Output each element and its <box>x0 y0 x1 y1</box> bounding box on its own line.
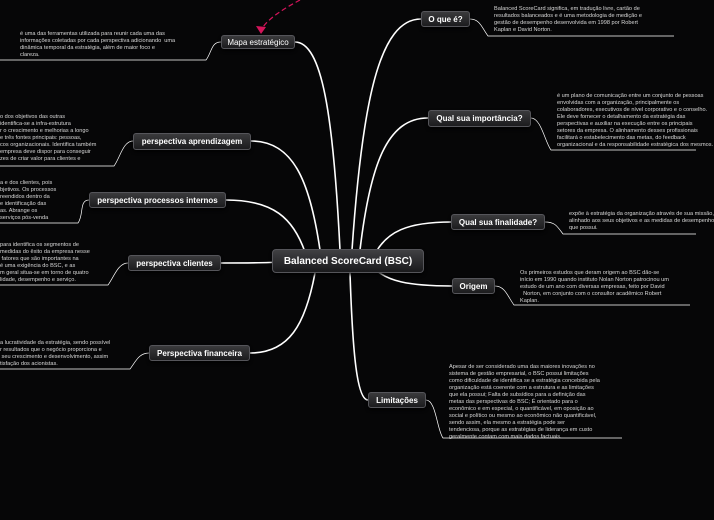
note-origem: Os primeiros estudos que deram origem ao BSC dão-se início em 1990 quando instituto Nolan Norton patrocinou um estudo de um ano com diversas empresas, feito por David Norton, em conjunto com o consultor acadêmico Robert Kaplan. <box>520 270 669 304</box>
topic-perspectiva-aprendizagem[interactable]: perspectiva aprendizagem <box>133 133 251 150</box>
branch-perspectiva-aprendizagem <box>251 141 320 250</box>
relationship-arrow[interactable] <box>261 0 300 30</box>
branch-perspectiva-financeira <box>250 273 315 353</box>
topic-o-que-e[interactable]: O que é? <box>421 11 470 27</box>
branch-finalidade <box>376 222 451 252</box>
topic-limitacoes[interactable]: Limitações <box>368 392 426 408</box>
branch-mapa-estrategico <box>295 42 340 250</box>
topic-perspectiva-financeira[interactable]: Perspectiva financeira <box>149 345 250 361</box>
note-mapa-estrategico: é uma das ferramentas utilizada para reunir cada uma das informações coletadas por cada perspectiva adicionando uma dinâmica temporal da estratégia, além de maior foco e clareza. <box>20 31 176 58</box>
branch-limitacoes <box>350 273 368 400</box>
relationship-arrowhead <box>256 26 266 34</box>
note-limitacoes: Apesar de ser considerado uma das maiores inovações no sistema de gestão empresarial, o BSC possui limitações como dificuldade de identifica se a estratégia concebida pela organização está coerente com a estrutura e as limitações que ela possui; Falta de subsídios para a definição das metas das perspectivas do BSC; É orientado para o econômico e em especial, o quantificável, em oposição ao social e político ou mesmo ao econômico não quantificável, sendo assim, ela mesmo a estratégia pode ser tendenciosa, porque as estratégias de liderança em custo geralmente contam com mais dados factuais. <box>449 364 600 440</box>
note-importancia: é um plano de comunicação entre um conjunto de pessoas envolvidas com a organização, principalmente os colaboradores, executivos de nível corporativo e o conselho. Ele deve fornecer o detalhamento da estratégia das perspectivas e auxiliar na execução entre os principais setores da empresa. O alinhamento desses profissionais facilitará o estabelecimento das metas, do feedback organizacional e da responsabilidade estratégica dos mesmos. <box>557 93 714 148</box>
note-perspectiva-aprendizagem: o dos objetivos das outras identifica-se a infra-estrutura r o crescimento e melhorias a longo e três fontes principais: pessoas, cos organizacionais. Identifica também empresa deve dispor para conseguir zes de criar valor para clientes e <box>0 114 97 162</box>
topic-importancia[interactable]: Qual sua importância? <box>428 110 531 127</box>
topic-perspectiva-processos[interactable]: perspectiva processos internos <box>89 192 226 208</box>
note-perspectiva-clientes: para identifica os segmentos de medidas do êxito da empresa nesse fatores que são importantes na é uma exigência do BSC, e as m geral situa-se em torno de quatro lidade, desempenho e serviço. <box>0 242 90 283</box>
central-topic[interactable]: Balanced ScoreCard (BSC) <box>272 249 424 273</box>
topic-perspectiva-clientes[interactable]: perspectiva clientes <box>128 255 221 271</box>
note-perspectiva-financeira: a lucratividade da estratégia, sendo possível r resultados que o negócio proporciona e seu crescimento e desenvolvimento, assim tisfação dos acionistas. <box>0 340 111 367</box>
topic-finalidade[interactable]: Qual sua finalidade? <box>451 214 545 230</box>
branch-perspectiva-processos <box>226 200 305 252</box>
note-perspectiva-processos: a e dos clientes, pois bjetivos. Os processos reendidos dentro da e identificação das as. Abrange os serviços pós-venda <box>0 180 57 221</box>
branch-importancia <box>360 118 428 250</box>
branch-o-que-e <box>352 19 421 250</box>
note-finalidade: expõe à estratégia da organização através de sua missão, alinhado aos seus objetivos e as medidas de desempenho que possui. <box>569 211 714 231</box>
note-o-que-e: Balanced ScoreCard significa, em tradução livre, cartão de resultados balanceados e é uma metodologia de medição e gestão de desempenho desenvolvida em 1998 por Robert Kaplan e David Norton. <box>494 6 643 33</box>
topic-mapa-estrategico[interactable]: Mapa estratégico <box>221 35 295 49</box>
topic-origem[interactable]: Origem <box>452 278 495 294</box>
